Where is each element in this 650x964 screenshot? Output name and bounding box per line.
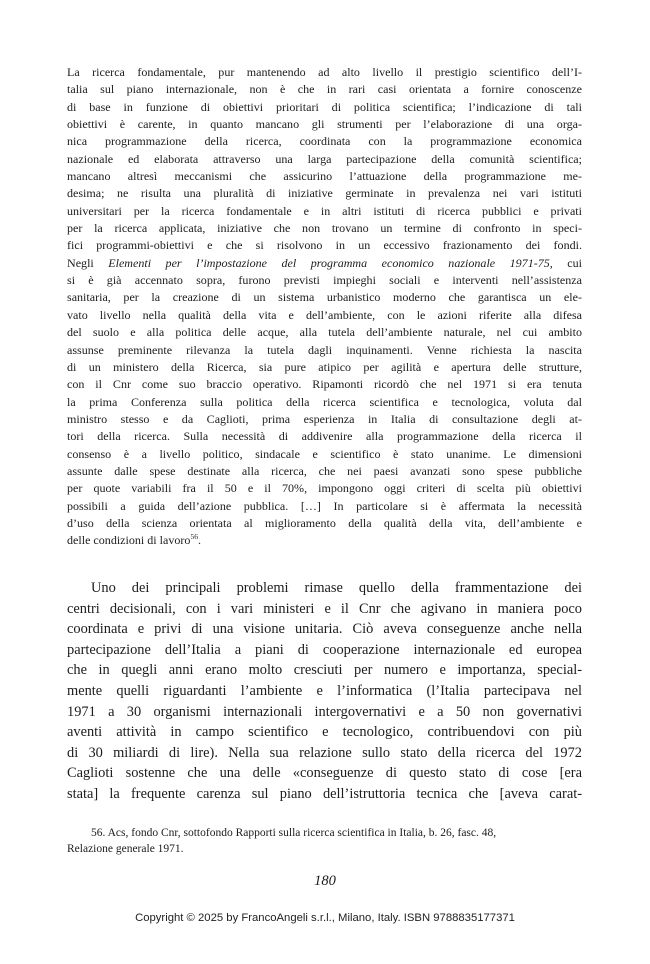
quote-line: ministro stesso e da Caglioti, prima esperienza in Italia di consultazione degli at- (67, 411, 582, 426)
body-line: 1971 a 30 organismi internazionali intergovernativi e a 50 non governativi (67, 703, 582, 720)
footnote (67, 826, 582, 857)
quote-line: sanitaria, per la creazione di un sistema urbanistico moderno che garantisca un ele- (67, 290, 582, 305)
quote-text: Negli (67, 255, 109, 270)
quote-line: la prima Conferenza sulla politica della ricerca scientifica e tecnologica, voluta dal (67, 394, 582, 409)
quote-line: per la ricerca applicata, iniziative che non trovano un termine di confronto in speci- (67, 221, 582, 236)
quote-line: si è già accennato sopra, furono previsti impieghi sociali e interventi nell’assistenza (67, 273, 582, 288)
quote-book-title: Elementi per l’impostazione del programma economico nazionale 1971-75 (108, 255, 550, 270)
footnote-line: Relazione generale 1971. (67, 842, 184, 855)
body-line: stata] la frequente carenza sul piano dell’istruttoria tecnica che [aveva carat- (67, 785, 582, 802)
quote-line: talia sul piano internazionale, non è che in rari casi orientata a fornire conoscenze (67, 82, 582, 97)
page-number: 180 (314, 873, 336, 889)
quote-line: universitari per la ricerca fondamentale e in altri istituti di ricerca pubblici e privati (67, 203, 582, 218)
footnote-ref[interactable]: 56 (190, 532, 198, 542)
quote-line: d’uso della scienza orientata al miglioramento della qualità della vita, dell’ambiente e (67, 515, 582, 530)
quote-line: assunse preminente rilevanza la tutela dagli inquinamenti. Venne richiesta la nascita (67, 342, 582, 357)
quote-line: vato livello nella qualità della vita e dell’ambiente, con le azioni riferite alla difesa (67, 307, 582, 322)
quote-line: tori della ricerca. Sulla necessità di addivenire alla programmazione della ricerca il (67, 429, 582, 444)
quote-line: La ricerca fondamentale, pur mantenendo ad alto livello il prestigio scientifico dell’I- (67, 65, 582, 79)
quote-text: . (197, 533, 201, 548)
block-quote (67, 64, 582, 550)
quote-line: con il Cnr come suo braccio operativo. Ripamonti ricordò che nel 1971 si era tenuta (67, 377, 582, 392)
quote-line: obiettivi è carente, in quanto mancano gli strumenti per l’elaborazione di una orga- (67, 117, 582, 132)
quote-line: nica programmazione della ricerca, coordinata con la programmazione economica (67, 134, 582, 149)
quote-line (67, 255, 582, 272)
footnote-line: 56. Acs, fondo Cnr, sottofondo Rapporti sulla ricerca scientifica in Italia, b. 26, fasc. 48, (91, 827, 497, 839)
quote-line: mancano altresì meccanismi che assicurino l’attuazione della programmazione me- (67, 169, 582, 184)
copyright-notice: Copyright © 2025 by FrancoAngeli s.r.l., Milano, Italy. ISBN 9788835177371 (135, 912, 515, 924)
body-line: che in quegli anni erano molto cresciuti per numero e importanza, special- (67, 662, 582, 679)
quote-line: del suolo e alla politica delle acque, alla tutela dell’ambiente naturale, nel cui ambito (67, 325, 582, 340)
body-paragraph (67, 578, 582, 805)
quote-line (67, 532, 582, 549)
body-line: Uno dei principali problemi rimase quello della frammentazione dei (91, 580, 582, 596)
quote-line: nazionale ed elaborata attraverso una larga partecipazione della comunità scientifica; (67, 151, 582, 166)
quote-line: per quote variabili fra il 50 e il 70%, impongono oggi criteri di scelta più obiettivi (67, 481, 582, 496)
quote-line: desima; ne risulta una pluralità di iniziative germinate in prevalenza nei vari istituti (67, 186, 582, 201)
quote-line: possibili a guida dell’azione pubblica. […] In particolare si è affermata la necessità (67, 498, 582, 513)
body-line: aventi attività in campo scientifico e tecnologico, contribuendovi con più (67, 724, 582, 741)
quote-line: di base in funzione di obiettivi prioritari di politica scientifica; l’indicazione di tali (67, 99, 582, 114)
body-line: partecipazione dell’Italia a piani di cooperazione internazionale ed europea (67, 641, 582, 658)
quote-line: consenso è a livello politico, sindacale e scientifico è stato unanime. Le dimensioni (67, 446, 582, 461)
quote-line: di un ministero della Ricerca, sia pure atipico per agilità e apertura delle strutture, (67, 359, 582, 374)
body-line: di 30 miliardi di lire). Nella sua relazione sullo stato della ricerca del 1972 (67, 744, 582, 761)
body-line: mente quelli riguardanti l’ambiente e l’informatica (l’Italia partecipava nel (67, 682, 582, 699)
quote-line: assunte dalle spese destinate alla ricerca, che nei paesi avanzati sono spese pubbliche (67, 463, 582, 478)
body-line: coordinata e privi di una visione unitaria. Ciò aveva conseguenze anche nella (67, 621, 582, 638)
body-line: centri decisionali, con i vari ministeri e il Cnr che agivano in maniera poco (67, 600, 582, 617)
quote-text: , cui (549, 255, 582, 270)
body-line: Caglioti sostenne che una delle «conseguenze di questo stato di cose [era (67, 765, 582, 782)
quote-line: fici programmi-obiettivi e che si risolvono in un eccessivo frazionamento dei fondi. (67, 238, 582, 253)
quote-text: delle condizioni di lavoro (67, 533, 191, 548)
